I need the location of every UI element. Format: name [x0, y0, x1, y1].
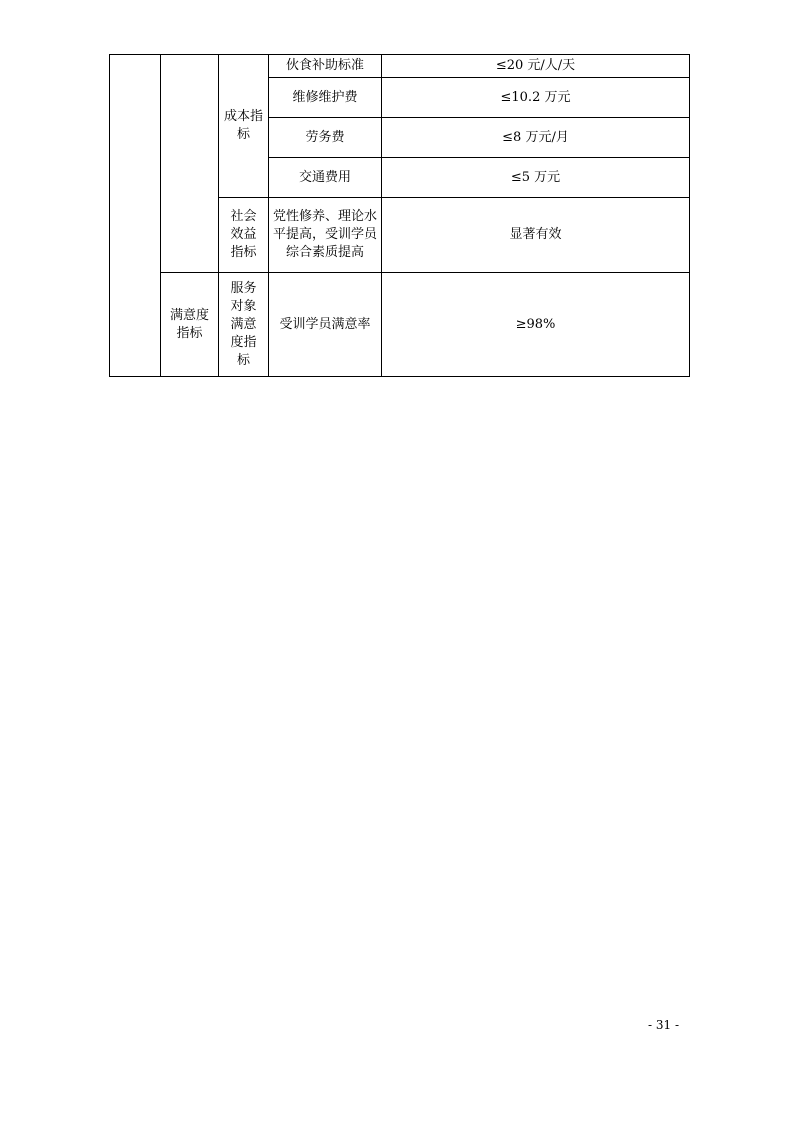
table-row: [110, 273, 690, 377]
level2-blank-cell: [161, 55, 219, 273]
cost-indicator-label: 成本指标: [219, 55, 269, 198]
target-value-cell: ≥98%: [382, 273, 690, 377]
target-value-cell: 显著有效: [382, 198, 690, 273]
indicator-cell: 伙食补助标准: [269, 55, 382, 78]
table-row: [110, 55, 690, 78]
satisfaction-indicator-label: 满意度指标: [161, 273, 219, 377]
target-value-cell: ≤5 万元: [382, 158, 690, 198]
indicator-cell: 党性修养、理论水平提高，受训学员综合素质提高: [269, 198, 382, 273]
indicator-cell: 维修维护费: [269, 78, 382, 118]
target-value-cell: ≤20 元/人/天: [382, 55, 690, 78]
indicator-cell: 受训学员满意率: [269, 273, 382, 377]
social-benefit-indicator-label: 社会效益指标: [219, 198, 269, 273]
indicator-cell: 交通费用: [269, 158, 382, 198]
indicator-cell: 劳务费: [269, 118, 382, 158]
target-value-cell: ≤10.2 万元: [382, 78, 690, 118]
level1-blank-cell: [110, 55, 161, 377]
performance-indicator-table: [109, 54, 690, 377]
target-value-cell: ≤8 万元/月: [382, 118, 690, 158]
page-number: - 31 -: [648, 1018, 680, 1032]
service-satisfaction-indicator-label: 服务对象满意度指标: [219, 273, 269, 377]
